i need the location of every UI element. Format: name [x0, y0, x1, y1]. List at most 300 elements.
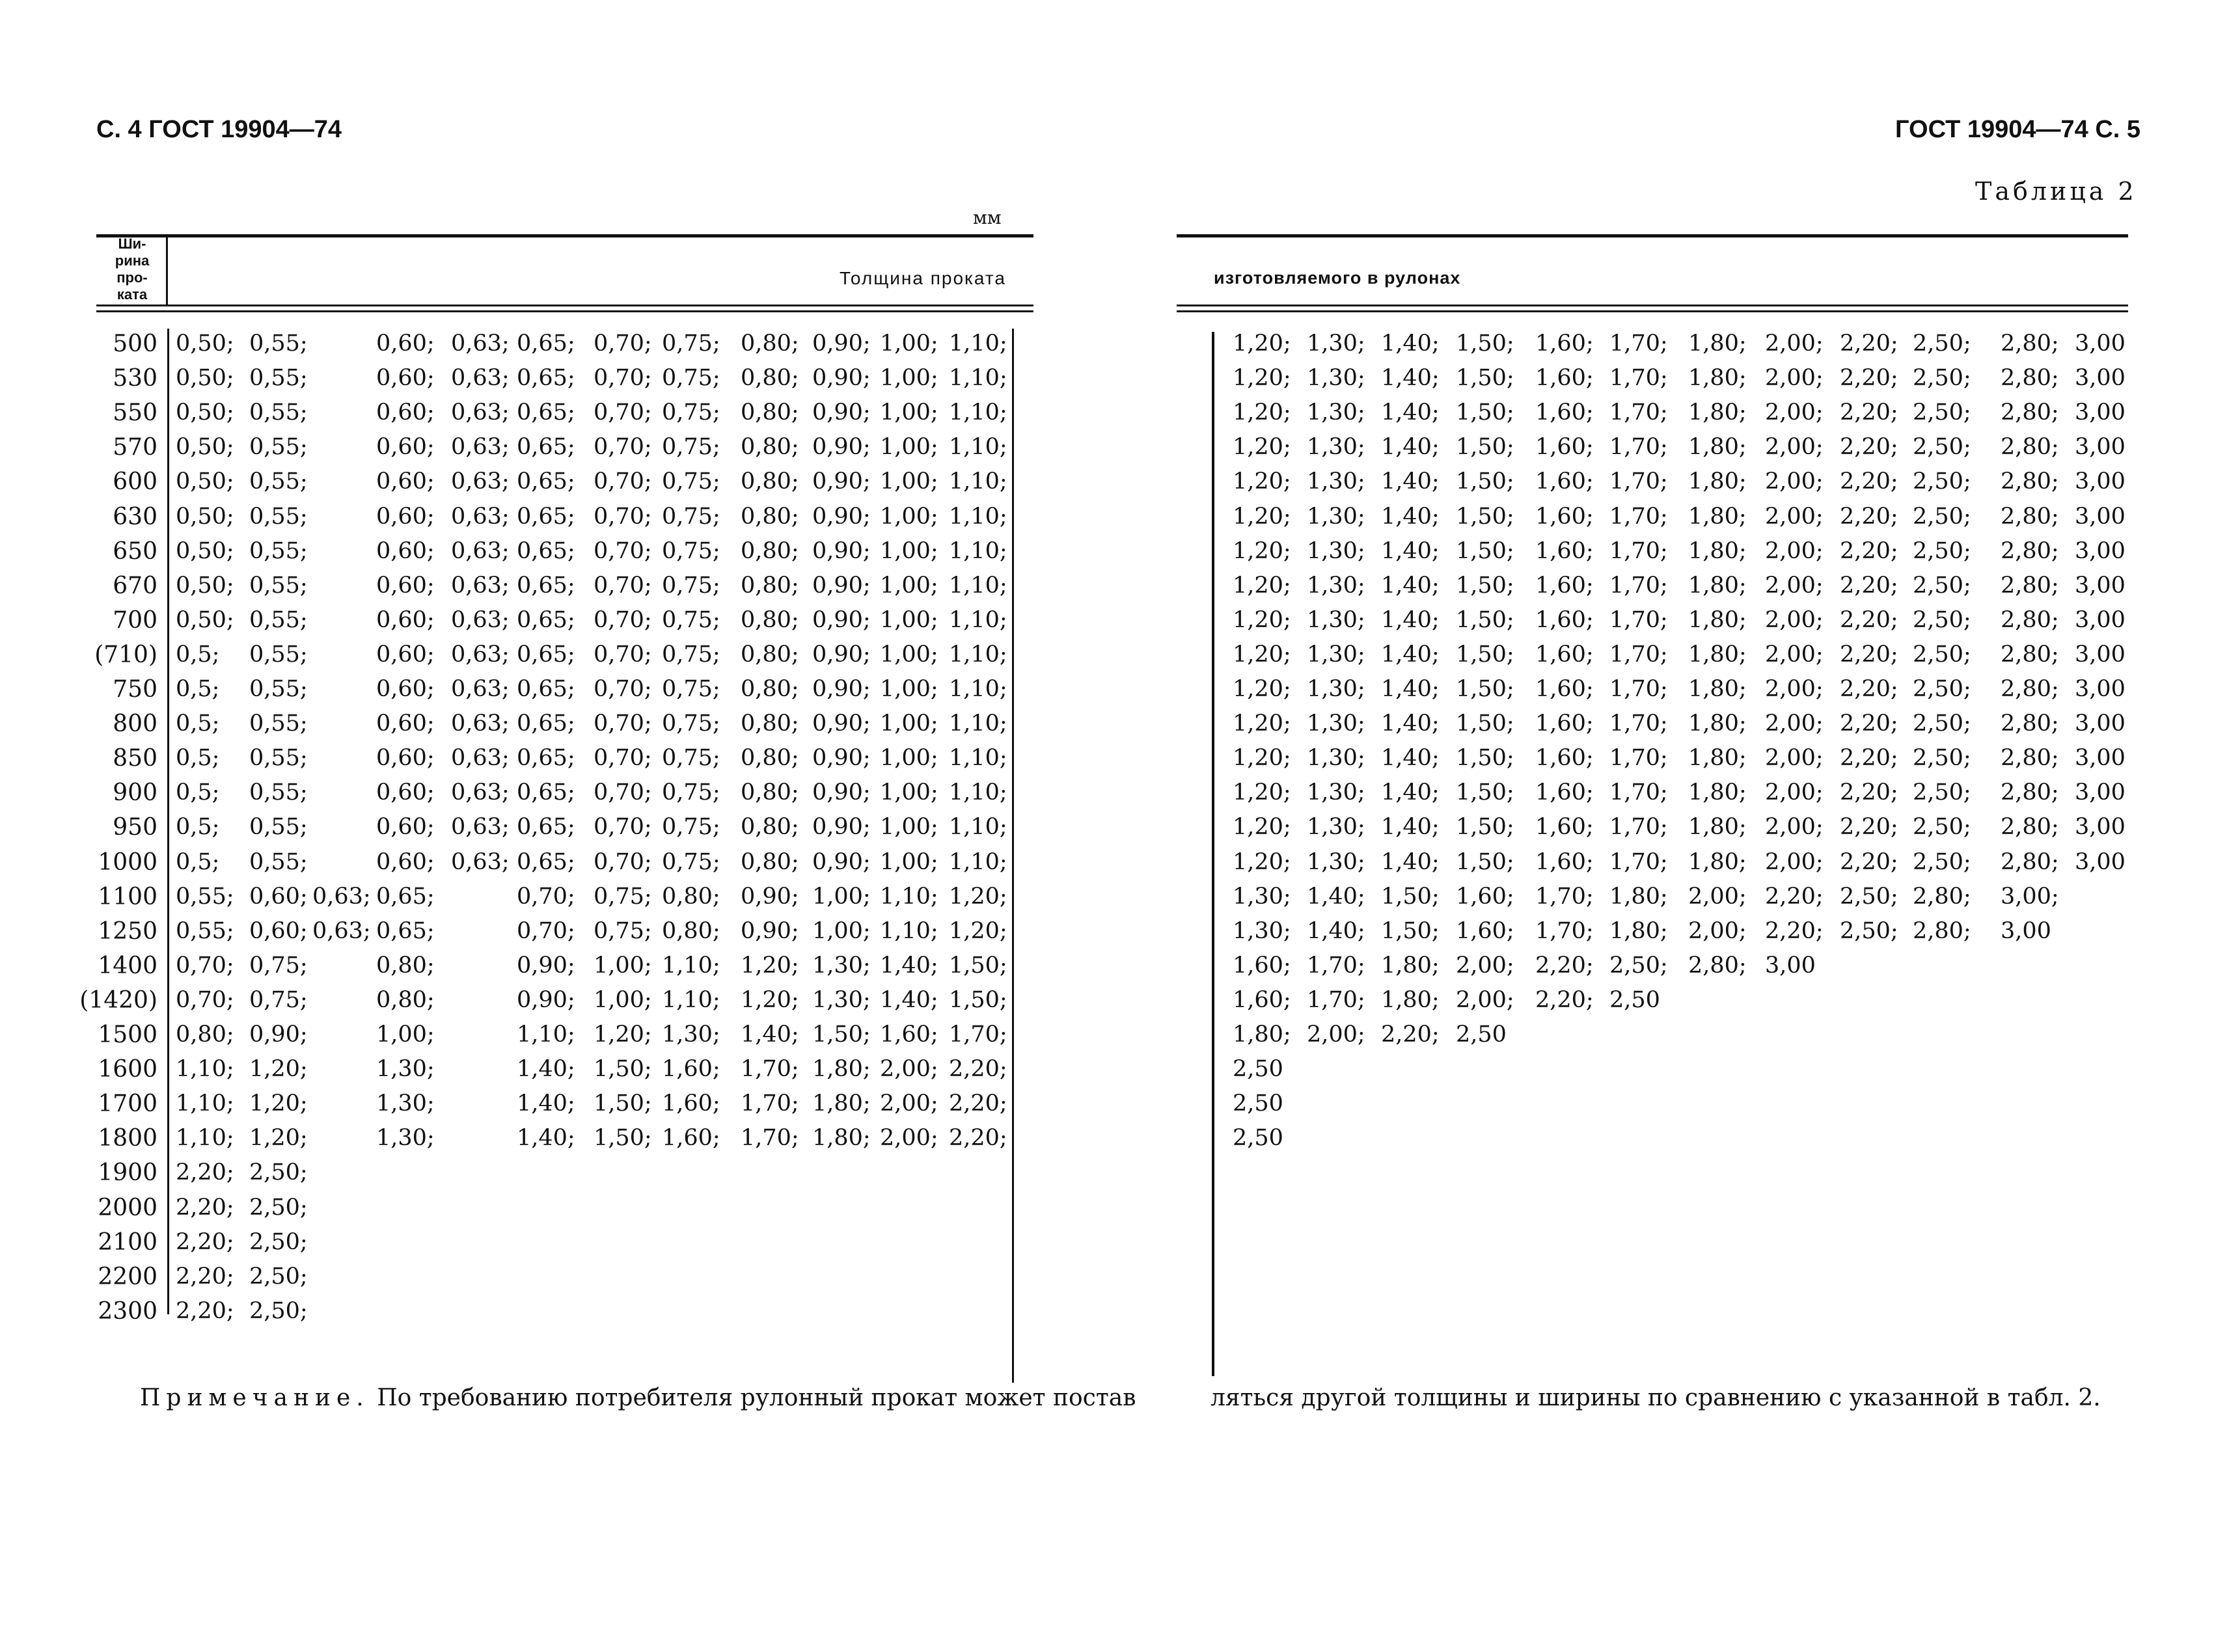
width-cell: 900 [113, 779, 157, 806]
thickness-cell: 2,00; [1765, 399, 1824, 426]
thickness-column-header: Толщина проката [840, 268, 1006, 288]
width-cell: 2000 [98, 1195, 157, 1221]
thickness-cell: 1,40; [1381, 468, 1440, 494]
thickness-cell: 0,75; [662, 676, 720, 702]
thickness-cell: 1,40; [1381, 814, 1440, 840]
thickness-cell: 2,80; [2001, 399, 2059, 426]
thickness-cell: 1,60; [1456, 884, 1514, 910]
thickness-cell: 1,60; [1535, 573, 1594, 599]
thickness-cell: 3,00 [2075, 814, 2126, 840]
thickness-cell: 1,70; [1609, 814, 1668, 840]
thickness-cell: 1,10; [949, 399, 1007, 426]
thickness-cell: 0,65; [517, 573, 575, 599]
thickness-cell: 1,00; [880, 399, 938, 426]
width-cell: 2300 [98, 1298, 157, 1325]
thickness-cell: 0,90; [741, 918, 799, 944]
thickness-cell: 1,50; [1381, 918, 1440, 944]
thickness-cell: 0,65; [517, 331, 575, 357]
thickness-cell: 2,50 [1233, 1056, 1283, 1082]
thickness-cell: 2,50; [249, 1264, 308, 1290]
thickness-cell: 1,70; [1535, 884, 1594, 910]
thickness-cell: 0,55; [249, 711, 308, 737]
thickness-cell: 0,65; [517, 538, 575, 564]
width-cell: (1420) [79, 987, 157, 1014]
thickness-cell: 0,70; [594, 814, 652, 840]
thickness-cell: 2,00; [1765, 745, 1824, 771]
thickness-cell: 0,50; [176, 573, 234, 599]
thickness-cell: 1,80; [1688, 434, 1747, 460]
thickness-cell: 0,80; [741, 538, 799, 564]
thickness-cell: 0,5; [176, 849, 220, 875]
thickness-cell: 0,60; [376, 745, 435, 771]
thickness-cell: 0,55; [249, 468, 308, 494]
thickness-cell: 3,00 [2075, 434, 2126, 460]
thickness-cell: 1,70; [1609, 399, 1668, 426]
thickness-cell: 2,20; [949, 1090, 1007, 1117]
thickness-cell: 1,80; [812, 1125, 871, 1151]
thickness-cell: 3,00 [2075, 365, 2126, 391]
thickness-cell: 0,55; [249, 331, 308, 357]
note-left [140, 1385, 1136, 1411]
thickness-cell: 0,63; [451, 607, 510, 633]
thickness-cell: 1,20; [1233, 745, 1291, 771]
thickness-cell: 0,80; [741, 365, 799, 391]
thickness-cell: 1,60; [1535, 504, 1594, 530]
thickness-cell: 1,60; [662, 1056, 720, 1082]
thickness-cell: 1,00; [812, 918, 871, 944]
thickness-cell: 1,70; [1609, 642, 1668, 668]
thickness-cell: 2,00; [1307, 1022, 1365, 1048]
thickness-cell: 1,30; [1307, 607, 1365, 633]
thickness-cell: 0,60; [376, 504, 435, 530]
thickness-cell: 0,60; [376, 607, 435, 633]
thickness-cell: 0,65; [376, 884, 435, 910]
thickness-cell: 2,20; [1840, 331, 1898, 357]
thickness-cell: 2,50; [1913, 814, 1971, 840]
thickness-cell: 1,80; [1688, 849, 1747, 875]
thickness-cell: 1,00; [880, 711, 938, 737]
thickness-cell: 2,80; [2001, 365, 2059, 391]
thickness-cell: 0,75; [662, 504, 720, 530]
thickness-cell: 1,70; [1609, 331, 1668, 357]
thickness-cell: 1,20; [1233, 573, 1291, 599]
width-cell: 1500 [98, 1022, 157, 1048]
thickness-cell: 2,50; [1913, 642, 1971, 668]
thickness-cell: 2,20; [1840, 468, 1898, 494]
thickness-cell: 0,90; [812, 538, 871, 564]
thickness-cell: 1,50; [1456, 745, 1514, 771]
thickness-cell: 0,63; [451, 504, 510, 530]
thickness-cell: 0,75; [662, 607, 720, 633]
thickness-cell: 1,00; [594, 953, 652, 979]
thickness-cell: 1,70; [1609, 573, 1668, 599]
thickness-cell: 1,20; [1233, 504, 1291, 530]
thickness-cell: 0,55; [176, 884, 234, 910]
thickness-cell: 1,00; [880, 468, 938, 494]
thickness-cell: 1,40; [1381, 745, 1440, 771]
thickness-cell: 1,20; [1233, 779, 1291, 806]
thickness-cell: 1,70; [741, 1125, 799, 1151]
thickness-cell: 0,70; [594, 642, 652, 668]
note-right-text: ляться другой толщины и ширины по сравнению с указанной в табл. 2. [1210, 1385, 2101, 1411]
thickness-cell: 0,70; [594, 468, 652, 494]
thickness-cell: 0,90; [812, 365, 871, 391]
thickness-cell: 0,65; [517, 607, 575, 633]
thickness-cell: 0,80; [741, 399, 799, 426]
thickness-cell: 0,90; [812, 711, 871, 737]
width-header-line-3: про- [116, 269, 148, 286]
thickness-cell: 2,80; [2001, 849, 2059, 875]
thickness-cell: 1,20; [1233, 399, 1291, 426]
thickness-cell: 0,80; [741, 468, 799, 494]
thickness-cell: 1,20; [1233, 538, 1291, 564]
thickness-cell: 0,75; [662, 573, 720, 599]
thickness-cell: 1,80; [1688, 573, 1747, 599]
thickness-cell: 0,90; [812, 814, 871, 840]
thickness-cell: 1,30; [376, 1056, 435, 1082]
thickness-cell: 1,60; [1233, 953, 1291, 979]
thickness-cell: 0,63; [451, 365, 510, 391]
thickness-cell: 0,75; [662, 814, 720, 840]
thickness-cell: 2,80; [2001, 642, 2059, 668]
thickness-cell: 0,75; [662, 849, 720, 875]
thickness-cell: 0,70; [594, 849, 652, 875]
thickness-cell: 1,40; [517, 1056, 575, 1082]
thickness-cell: 2,00; [1765, 434, 1824, 460]
thickness-cell: 0,90; [741, 884, 799, 910]
thickness-cell: 0,50; [176, 365, 234, 391]
thickness-cell: 0,55; [249, 573, 308, 599]
thickness-cell: 2,50; [1913, 504, 1971, 530]
thickness-cell: 2,50; [1609, 953, 1668, 979]
thickness-cell: 1,80; [1688, 399, 1747, 426]
thickness-cell: 1,10; [949, 745, 1007, 771]
thickness-cell: 0,80; [741, 849, 799, 875]
thickness-cell: 0,70; [594, 538, 652, 564]
thickness-cell: 1,70; [1609, 676, 1668, 702]
thickness-cell: 1,00; [880, 642, 938, 668]
thickness-cell: 1,60; [1535, 399, 1594, 426]
thickness-cell: 2,80; [2001, 504, 2059, 530]
thickness-cell: 1,20; [741, 987, 799, 1013]
thickness-header-continuation: изготовляемого в рулонах [1214, 268, 1461, 288]
thickness-cell: 2,50; [1913, 745, 1971, 771]
thickness-cell: 2,50; [1913, 468, 1971, 494]
thickness-cell: 1,50; [1456, 573, 1514, 599]
thickness-cell: 1,00; [880, 779, 938, 806]
thickness-cell: 1,50; [949, 953, 1007, 979]
left-table-top-rule [96, 234, 1033, 237]
thickness-cell: 1,40; [1307, 918, 1365, 944]
thickness-cell: 0,70; [594, 504, 652, 530]
thickness-cell: 2,00; [1765, 538, 1824, 564]
thickness-cell: 1,50; [1456, 538, 1514, 564]
thickness-cell: 1,10; [176, 1090, 234, 1117]
thickness-cell: 1,30; [1307, 504, 1365, 530]
thickness-cell: 1,80; [1688, 676, 1747, 702]
thickness-cell: 1,20; [1233, 814, 1291, 840]
thickness-cell: 0,80; [741, 711, 799, 737]
thickness-cell: 3,00 [2075, 331, 2126, 357]
thickness-cell: 1,00; [880, 607, 938, 633]
thickness-cell: 0,60; [376, 779, 435, 806]
thickness-cell: 0,63; [451, 779, 510, 806]
thickness-cell: 2,80; [1913, 884, 1971, 910]
thickness-cell: 2,50 [1233, 1090, 1283, 1117]
width-cell: 1400 [98, 953, 157, 979]
thickness-cell: 1,50; [594, 1056, 652, 1082]
thickness-cell: 0,70; [594, 711, 652, 737]
thickness-cell: 0,60; [376, 849, 435, 875]
thickness-cell: 1,40; [1381, 538, 1440, 564]
thickness-cell: 0,55; [249, 849, 308, 875]
thickness-cell: 1,10; [949, 814, 1007, 840]
thickness-cell: 1,00; [880, 573, 938, 599]
thickness-cell: 0,80; [741, 434, 799, 460]
thickness-cell: 1,80; [1688, 814, 1747, 840]
thickness-cell: 1,70; [741, 1056, 799, 1082]
thickness-cell: 0,70; [594, 607, 652, 633]
thickness-cell: 0,90; [812, 573, 871, 599]
note-label: Примечание. [140, 1385, 370, 1411]
thickness-cell: 2,20; [1840, 538, 1898, 564]
thickness-cell: 0,60; [249, 918, 308, 944]
thickness-cell: 0,75; [249, 987, 308, 1013]
thickness-cell: 1,70; [1307, 987, 1365, 1013]
right-table-header-rule-1 [1177, 305, 2128, 306]
thickness-cell: 1,30; [376, 1125, 435, 1151]
thickness-cell: 1,10; [949, 676, 1007, 702]
thickness-cell: 0,60; [376, 711, 435, 737]
thickness-cell: 1,60; [1535, 468, 1594, 494]
thickness-cell: 2,80; [2001, 676, 2059, 702]
thickness-cell: 1,30; [1307, 779, 1365, 806]
thickness-cell: 1,00; [376, 1022, 435, 1048]
thickness-cell: 1,70; [741, 1090, 799, 1117]
thickness-cell: 2,50; [249, 1195, 308, 1221]
thickness-cell: 1,10; [949, 504, 1007, 530]
thickness-cell: 2,00; [880, 1056, 938, 1082]
thickness-cell: 0,63; [451, 573, 510, 599]
thickness-cell: 2,50; [1840, 884, 1898, 910]
thickness-cell: 1,00; [812, 884, 871, 910]
thickness-cell: 0,50; [176, 504, 234, 530]
width-cell: (710) [94, 642, 157, 668]
thickness-cell: 1,20; [1233, 365, 1291, 391]
thickness-cell: 1,00; [880, 331, 938, 357]
thickness-cell: 0,63; [312, 884, 371, 910]
thickness-cell: 0,60; [376, 434, 435, 460]
thickness-cell: 2,50 [1609, 987, 1660, 1013]
thickness-cell: 1,50; [949, 987, 1007, 1013]
thickness-cell: 1,30; [1307, 642, 1365, 668]
right-table-header-rule-2 [1177, 310, 2128, 312]
thickness-cell: 2,50; [249, 1229, 308, 1255]
thickness-cell: 2,50; [1913, 538, 1971, 564]
thickness-cell: 2,00; [1765, 642, 1824, 668]
thickness-cell: 1,00; [880, 538, 938, 564]
thickness-cell: 1,10; [949, 331, 1007, 357]
thickness-cell: 2,80; [2001, 745, 2059, 771]
thickness-cell: 2,00; [1765, 711, 1824, 737]
thickness-cell: 0,60; [376, 538, 435, 564]
width-cell: 1600 [98, 1056, 157, 1083]
thickness-cell: 1,10; [949, 538, 1007, 564]
thickness-cell: 1,60; [1456, 918, 1514, 944]
thickness-cell: 1,20; [594, 1022, 652, 1048]
thickness-cell: 1,40; [880, 987, 938, 1013]
thickness-cell: 0,70; [594, 745, 652, 771]
width-cell: 600 [113, 468, 157, 495]
thickness-cell: 1,70; [1535, 918, 1594, 944]
thickness-cell: 2,50; [1913, 573, 1971, 599]
thickness-cell: 2,80; [2001, 573, 2059, 599]
thickness-cell: 0,75; [662, 711, 720, 737]
thickness-cell: 1,30; [1307, 434, 1365, 460]
width-cell: 530 [113, 365, 157, 392]
thickness-cell: 0,65; [517, 711, 575, 737]
thickness-cell: 0,60; [376, 676, 435, 702]
thickness-cell: 0,65; [517, 676, 575, 702]
thickness-cell: 1,30; [1307, 814, 1365, 840]
thickness-cell: 0,55; [176, 918, 234, 944]
thickness-cell: 1,50; [1456, 365, 1514, 391]
thickness-cell: 0,5; [176, 745, 220, 771]
thickness-cell: 0,60; [376, 468, 435, 494]
thickness-cell: 1,70; [1609, 538, 1668, 564]
thickness-cell: 1,30; [1233, 918, 1291, 944]
thickness-cell: 1,30; [1307, 849, 1365, 875]
thickness-cell: 1,40; [1381, 399, 1440, 426]
thickness-cell: 1,40; [1381, 434, 1440, 460]
thickness-cell: 2,00; [1765, 331, 1824, 357]
thickness-cell: 0,63; [451, 331, 510, 357]
thickness-cell: 1,10; [176, 1125, 234, 1151]
thickness-cell: 1,50; [1456, 779, 1514, 806]
thickness-cell: 2,50; [1840, 918, 1898, 944]
thickness-cell: 2,50; [1913, 607, 1971, 633]
thickness-cell: 2,20; [1765, 884, 1824, 910]
thickness-cell: 1,20; [1233, 642, 1291, 668]
thickness-cell: 2,80; [2001, 779, 2059, 806]
thickness-cell: 0,50; [176, 331, 234, 357]
thickness-cell: 1,60; [1535, 849, 1594, 875]
right-table-top-rule [1177, 234, 2128, 237]
thickness-cell: 2,20; [1840, 573, 1898, 599]
thickness-cell: 2,20; [176, 1264, 234, 1290]
width-cell: 1000 [98, 849, 157, 876]
width-cell: 1900 [98, 1159, 157, 1186]
thickness-cell: 0,80; [741, 642, 799, 668]
width-header-line-2: рина [115, 252, 150, 269]
width-cell: 630 [113, 504, 157, 530]
thickness-cell: 0,70; [594, 779, 652, 806]
thickness-cell: 1,60; [1535, 779, 1594, 806]
thickness-cell: 2,00; [1765, 468, 1824, 494]
thickness-cell: 2,00; [1456, 953, 1514, 979]
thickness-cell: 1,80; [1688, 331, 1747, 357]
thickness-cell: 2,50 [1456, 1022, 1507, 1048]
thickness-cell: 0,80; [741, 331, 799, 357]
thickness-cell: 1,30; [812, 953, 871, 979]
thickness-cell: 0,70; [594, 365, 652, 391]
thickness-cell: 0,63; [312, 918, 371, 944]
thickness-cell: 0,80; [741, 573, 799, 599]
thickness-cell: 1,60; [1535, 642, 1594, 668]
thickness-cell: 0,63; [451, 745, 510, 771]
left-table-header-rule-2 [96, 310, 1033, 312]
thickness-cell: 0,90; [812, 504, 871, 530]
thickness-cell: 2,50; [1913, 711, 1971, 737]
thickness-cell: 0,50; [176, 607, 234, 633]
thickness-cell: 1,10; [880, 918, 938, 944]
thickness-cell: 1,10; [517, 1022, 575, 1048]
thickness-cell: 2,00; [1765, 676, 1824, 702]
thickness-cell: 1,40; [517, 1125, 575, 1151]
thickness-cell: 2,50; [249, 1159, 308, 1185]
thickness-cell: 2,20; [1840, 642, 1898, 668]
thickness-cell: 2,50; [1913, 676, 1971, 702]
thickness-cell: 0,75; [662, 434, 720, 460]
thickness-cell: 1,10; [662, 987, 720, 1013]
thickness-cell: 0,55; [249, 399, 308, 426]
thickness-cell: 0,75; [662, 365, 720, 391]
width-cell: 670 [113, 573, 157, 599]
thickness-cell: 1,10; [949, 711, 1007, 737]
thickness-cell: 1,10; [949, 642, 1007, 668]
thickness-cell: 1,70; [1609, 434, 1668, 460]
left-table-right-rule [1012, 329, 1014, 1383]
thickness-cell: 1,70; [1609, 365, 1668, 391]
thickness-cell: 1,30; [1307, 468, 1365, 494]
thickness-cell: 2,50 [1233, 1125, 1283, 1151]
thickness-cell: 1,20; [249, 1125, 308, 1151]
left-table-header-rule-1 [96, 305, 1033, 306]
thickness-cell: 0,90; [812, 434, 871, 460]
thickness-cell: 0,55; [249, 745, 308, 771]
thickness-cell: 2,20; [1840, 711, 1898, 737]
thickness-cell: 1,30; [1307, 331, 1365, 357]
thickness-cell: 1,50; [594, 1090, 652, 1117]
thickness-cell: 2,20; [1535, 987, 1594, 1013]
thickness-cell: 1,80; [1609, 918, 1668, 944]
thickness-cell: 0,60; [376, 642, 435, 668]
left-header-divider [166, 237, 168, 305]
thickness-cell: 1,30; [1307, 573, 1365, 599]
thickness-cell: 2,00; [880, 1090, 938, 1117]
thickness-cell: 0,90; [812, 642, 871, 668]
thickness-cell: 3,00 [2075, 573, 2126, 599]
thickness-cell: 1,30; [1307, 365, 1365, 391]
thickness-cell: 0,5; [176, 676, 220, 702]
thickness-cell: 1,10; [949, 779, 1007, 806]
thickness-cell: 0,70; [517, 918, 575, 944]
thickness-cell: 1,80; [1688, 365, 1747, 391]
thickness-cell: 3,00 [2001, 918, 2051, 944]
thickness-cell: 0,70; [594, 573, 652, 599]
thickness-cell: 0,75; [662, 642, 720, 668]
thickness-cell: 1,60; [662, 1090, 720, 1117]
thickness-cell: 0,75; [662, 468, 720, 494]
thickness-cell: 1,80; [1381, 987, 1440, 1013]
thickness-cell: 1,00; [880, 504, 938, 530]
thickness-cell: 0,65; [517, 399, 575, 426]
thickness-cell: 0,90; [812, 607, 871, 633]
thickness-cell: 0,75; [662, 779, 720, 806]
thickness-cell: 0,90; [812, 745, 871, 771]
thickness-cell: 1,00; [880, 849, 938, 875]
thickness-cell: 2,80; [2001, 814, 2059, 840]
